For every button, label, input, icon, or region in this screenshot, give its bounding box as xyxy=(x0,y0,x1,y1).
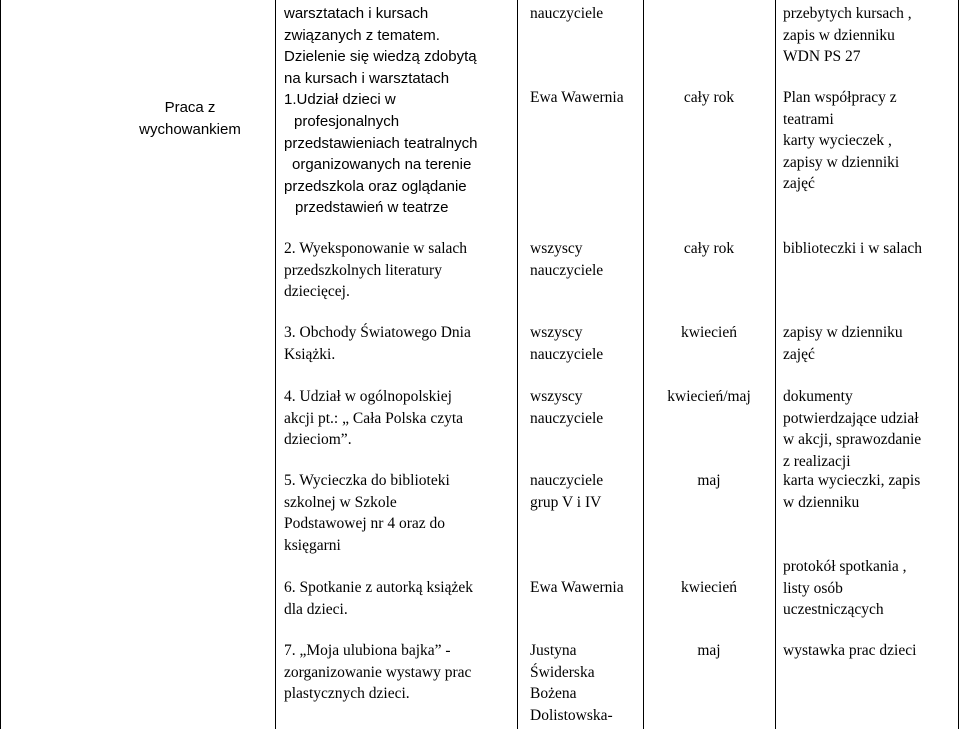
activity-line: 1.Udział dzieci w xyxy=(284,91,396,109)
activity-line: Podstawowej nr 4 oraz do xyxy=(284,515,445,533)
responsible-line: Dolistowska- xyxy=(530,706,613,724)
activity-line: dziecięcej. xyxy=(284,283,350,301)
responsible-line: nauczyciele xyxy=(530,409,604,427)
activity-line: akcji pt.: „ Cała Polska czyta xyxy=(284,409,464,427)
responsible-line: nauczyciele xyxy=(530,345,604,363)
documentation-line: zajęć xyxy=(783,345,815,363)
responsible-line: wszyscy xyxy=(530,324,583,341)
responsible-cell-7 xyxy=(530,640,613,726)
activity-item-7 xyxy=(284,640,471,705)
documentation-line: listy osób xyxy=(783,579,843,597)
activity-line: przedszkola oraz oglądanie xyxy=(284,177,467,195)
activity-line: na kursach i warsztatach xyxy=(284,69,450,87)
date-cell-7: maj xyxy=(697,642,721,659)
responsible-line: wszyscy xyxy=(530,388,583,405)
responsible-line: Świderska xyxy=(530,663,595,681)
table-border-col5 xyxy=(775,0,776,729)
documentation-cell-1 xyxy=(783,87,899,195)
documentation-line: z realizacji xyxy=(783,452,851,470)
activity-line: plastycznych dzieci. xyxy=(284,685,410,703)
category-line: Praca z xyxy=(164,99,216,116)
responsible-cell-3 xyxy=(530,322,603,365)
activity-line: przedstawieniach teatralnych xyxy=(284,134,478,152)
activity-item-3 xyxy=(284,322,471,365)
documentation-line: zajęć xyxy=(783,175,815,193)
activity-item-2 xyxy=(284,238,467,303)
documentation-line: przebytych kursach , xyxy=(783,5,912,22)
documentation-line: potwierdzające udział xyxy=(783,409,919,427)
responsible-line: nauczyciele xyxy=(530,261,604,279)
activity-line: profesjonalnych xyxy=(294,112,400,130)
activity-line: szkolnej w Szkole xyxy=(284,493,397,511)
documentation-cell-7: wystawka prac dzieci xyxy=(783,642,917,659)
activity-line: Dzielenie się wiedzą zdobytą xyxy=(284,48,477,66)
documentation-line: WDN PS 27 xyxy=(783,48,861,66)
responsible-cell-1: Ewa Wawernia xyxy=(530,89,624,106)
activity-item-4 xyxy=(284,386,463,451)
activity-item-6 xyxy=(284,577,473,620)
activity-line: Książki. xyxy=(284,345,336,363)
activity-line: 3. Obchody Światowego Dnia xyxy=(284,324,471,341)
documentation-line: protokół spotkania , xyxy=(783,558,907,575)
activity-line: 7. „Moja ulubiona bajka” - xyxy=(284,642,451,659)
documentation-line: karta wycieczki, zapis xyxy=(783,472,921,489)
activity-line: 2. Wyeksponowanie w salach xyxy=(284,240,468,257)
activity-top-block xyxy=(284,3,477,219)
responsible-line: Justyna xyxy=(530,642,577,659)
documentation-line: zapisy w dzienniku xyxy=(783,324,903,341)
activity-line: organizowanych na terenie xyxy=(292,156,472,174)
responsible-cell-6: Ewa Wawernia xyxy=(530,579,624,596)
date-cell-3: kwiecień xyxy=(681,324,737,341)
table-border-left xyxy=(0,0,1,729)
table-border-col2 xyxy=(275,0,276,729)
date-cell-2: cały rok xyxy=(683,240,735,257)
activity-line: przedstawień w teatrze xyxy=(295,199,449,217)
responsible-cell-5 xyxy=(530,470,603,513)
documentation-cell-5 xyxy=(783,470,920,513)
table-border-right xyxy=(958,0,959,729)
activity-line: 5. Wycieczka do biblioteki xyxy=(284,472,450,489)
responsible-cell-4 xyxy=(530,386,603,429)
date-cell-4: kwiecień/maj xyxy=(667,388,751,405)
responsible-cell-0: nauczyciele xyxy=(530,5,604,22)
activity-line: dla dzieci. xyxy=(284,600,348,618)
activity-line: warsztatach i kursach xyxy=(284,5,429,22)
activity-line: zorganizowanie wystawy prac xyxy=(284,663,472,681)
documentation-line: Plan współpracy z xyxy=(783,89,897,106)
category-line: wychowankiem xyxy=(139,120,241,138)
documentation-line: w akcji, sprawozdanie xyxy=(783,431,922,449)
activity-line: księgarni xyxy=(284,536,341,554)
date-cell-6: kwiecień xyxy=(681,579,737,596)
documentation-line: zapisy w dzienniki xyxy=(783,153,900,171)
documentation-cell-4 xyxy=(783,386,921,472)
activity-line: przedszkolnych literatury xyxy=(284,261,442,279)
documentation-line: zapis w dzienniku xyxy=(783,26,895,44)
responsible-cell-2 xyxy=(530,238,603,281)
responsible-line: wszyscy xyxy=(530,240,583,257)
documentation-line: teatrami xyxy=(783,110,834,128)
table-border-col4 xyxy=(643,0,644,729)
documentation-cell-2: biblioteczki i w salach xyxy=(783,240,923,257)
documentation-line: w dzienniku xyxy=(783,493,860,511)
activity-line: związanych z tematem. xyxy=(284,26,440,44)
documentation-cell-6 xyxy=(783,556,907,621)
responsible-line: nauczyciele xyxy=(530,472,604,489)
table-border-col3 xyxy=(517,0,518,729)
date-cell-1: cały rok xyxy=(683,89,735,106)
date-cell-5: maj xyxy=(697,472,721,489)
activity-line: 4. Udział w ogólnopolskiej xyxy=(284,388,452,405)
documentation-cell-0 xyxy=(783,3,912,68)
activity-item-5 xyxy=(284,470,450,556)
documentation-line: dokumenty xyxy=(783,388,853,405)
responsible-line: Bożena xyxy=(530,685,577,703)
category-cell xyxy=(120,97,260,140)
documentation-line: karty wycieczek , xyxy=(783,132,892,150)
responsible-line: grup V i IV xyxy=(530,493,602,511)
documentation-cell-3 xyxy=(783,322,903,365)
documentation-line: uczestniczących xyxy=(783,601,884,619)
activity-line: dzieciom”. xyxy=(284,431,352,449)
activity-line: 6. Spotkanie z autorką książek xyxy=(284,579,473,596)
